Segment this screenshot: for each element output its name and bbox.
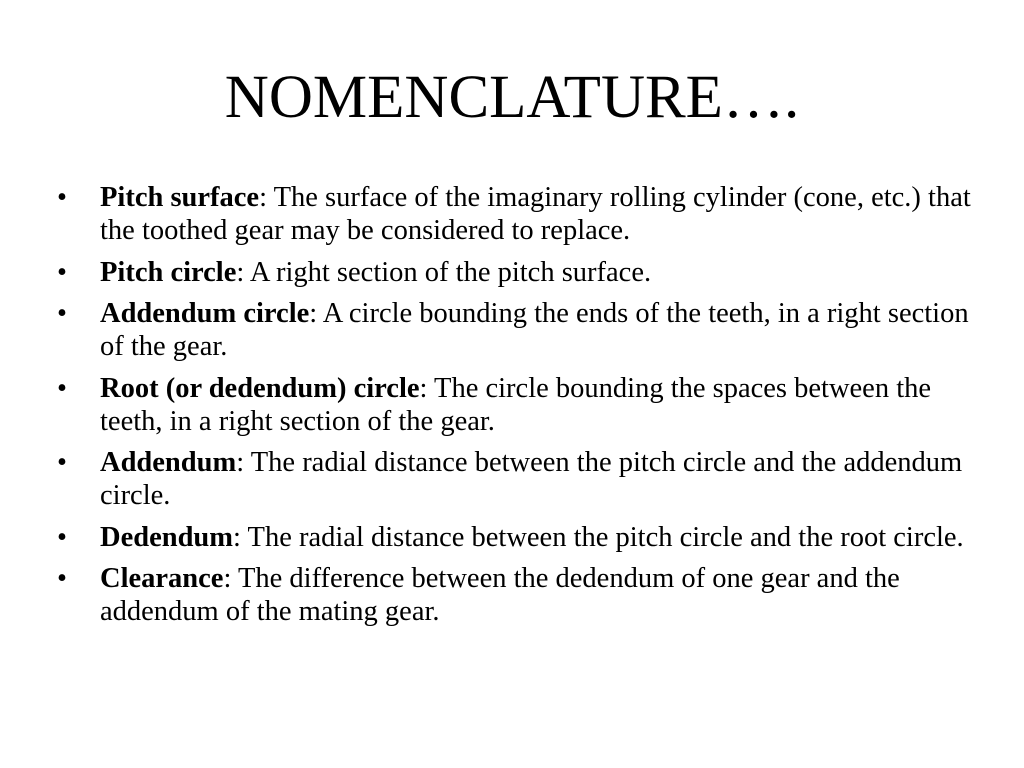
term-label: Root (or dedendum) circle xyxy=(100,372,420,404)
definition-item-addendum-circle xyxy=(57,297,982,363)
bullet-icon: • xyxy=(57,256,67,288)
bullet-icon: • xyxy=(57,298,67,329)
definition-text: : A circle bounding the ends of the teeth, in a right section of the gear. xyxy=(100,298,969,362)
definition-item-pitch-circle xyxy=(57,256,982,289)
bullet-icon: • xyxy=(57,447,67,478)
term-label: Clearance xyxy=(100,563,224,594)
definition-item-addendum xyxy=(57,446,982,512)
term-label: Dedendum xyxy=(100,521,234,553)
definition-list xyxy=(57,181,982,637)
term-label: Pitch surface xyxy=(100,182,260,213)
bullet-icon: • xyxy=(57,521,67,553)
definition-item-dedendum xyxy=(57,521,982,554)
definition-text: : The radial distance between the pitch circle and the addendum circle. xyxy=(100,447,963,511)
term-label: Addendum xyxy=(100,447,237,478)
definition-text: : The circle bounding the spaces between the teeth, in a right section of the gear. xyxy=(100,372,932,437)
definition-text: : The surface of the imaginary rolling cylinder (cone, etc.) that the toothed gear may be considered to replace. xyxy=(100,182,971,246)
definition-text: : The radial distance between the pitch circle and the root circle. xyxy=(233,521,964,553)
bullet-icon: • xyxy=(57,372,67,404)
definition-text: : The difference between the dedendum of one gear and the addendum of the mating gear. xyxy=(100,563,900,627)
definition-item-root-circle xyxy=(57,372,982,438)
definition-item-pitch-surface xyxy=(57,181,982,247)
bullet-icon: • xyxy=(57,182,67,213)
definition-item-clearance xyxy=(57,562,982,628)
term-label: Pitch circle xyxy=(100,256,237,288)
term-label: Addendum circle xyxy=(100,298,310,329)
slide-title: NOMENCLATURE…. xyxy=(224,64,800,131)
definition-text: : A right section of the pitch surface. xyxy=(236,256,652,288)
bullet-icon: • xyxy=(57,563,67,594)
